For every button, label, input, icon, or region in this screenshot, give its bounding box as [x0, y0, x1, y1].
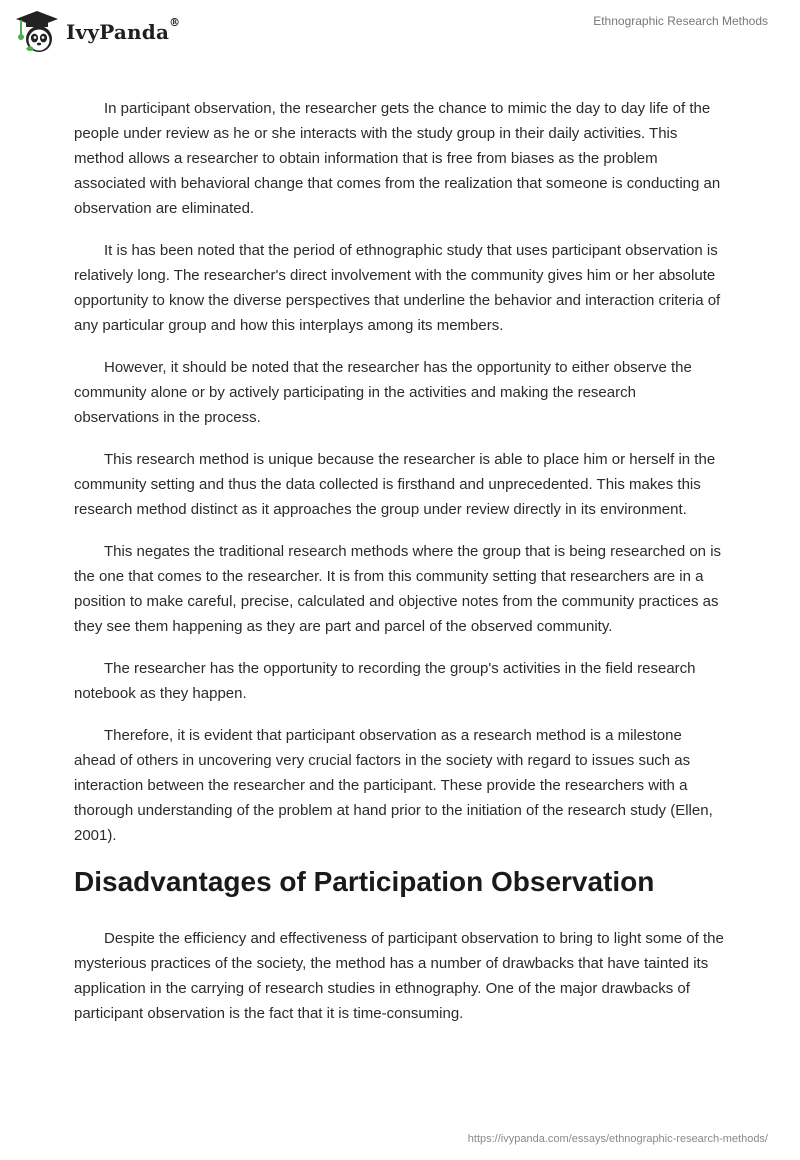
paragraph: The researcher has the opportunity to recording the group's activities in the field research notebook as they happen.: [74, 660, 696, 702]
paragraph: It is has been noted that the period of ethnographic study that uses participant observation is relatively long. The researcher's direct involvement with the community gives him or her absolute opportunity to know the diverse perspectives that underline the behavior and interaction criteria of any particular group and how this interplays among its members.: [74, 242, 721, 334]
paragraph: In participant observation, the researcher gets the chance to mimic the day to day life of the people under review as he or she interacts with the study group in their daily activities. This method allows a researcher to obtain information that is free from biases as the problem associated with behavioral change that comes from the realization that someone is conducting an observation are eliminated.: [74, 100, 721, 217]
paragraph: This research method is unique because the researcher is able to place him or herself in the community setting and thus the data collected is firsthand and unprecedented. This makes this research method distinct as it approaches the group under review directly in its environment.: [74, 451, 716, 518]
document-title: Ethnographic Research Methods: [593, 14, 768, 28]
paragraph: This negates the traditional research methods where the group that is being researched on is the one that comes to the researcher. It is from this community setting that researchers are in a position to make careful, precise, calculated and objective notes from the community practices as they see them happening as they are part and parcel of the observed community.: [74, 543, 722, 635]
panda-graduation-cap-icon: [14, 9, 60, 55]
ivypanda-logo[interactable]: [14, 9, 180, 55]
source-url[interactable]: https://ivypanda.com/essays/ethnographic-research-methods/: [467, 1133, 768, 1145]
page-header: [0, 0, 800, 70]
paragraph: However, it should be noted that the researcher has the opportunity to either observe the community alone or by actively participating in the activities and making the research observations in the process.: [74, 359, 692, 426]
paragraph: Therefore, it is evident that participant observation as a research method is a milestone ahead of others in uncovering very crucial factors in the society with regard to issues such as interaction between the researcher and the participant. These provide the researchers with a thorough understanding of the problem at hand prior to the initiation of the research study (Ellen, 2001).: [74, 727, 713, 844]
section-heading: Disadvantages of Participation Observation: [74, 866, 655, 897]
logo-wordmark: IvyPanda®: [66, 16, 181, 44]
paragraph: Despite the efficiency and effectiveness of participant observation to bring to light some of the mysterious practices of the society, the method has a number of drawbacks that have tainted its application in the carrying of research studies in ethnography. One of the major drawbacks of participant observation is the fact that it is time-consuming.: [74, 930, 724, 1022]
article-body: [74, 96, 724, 1043]
